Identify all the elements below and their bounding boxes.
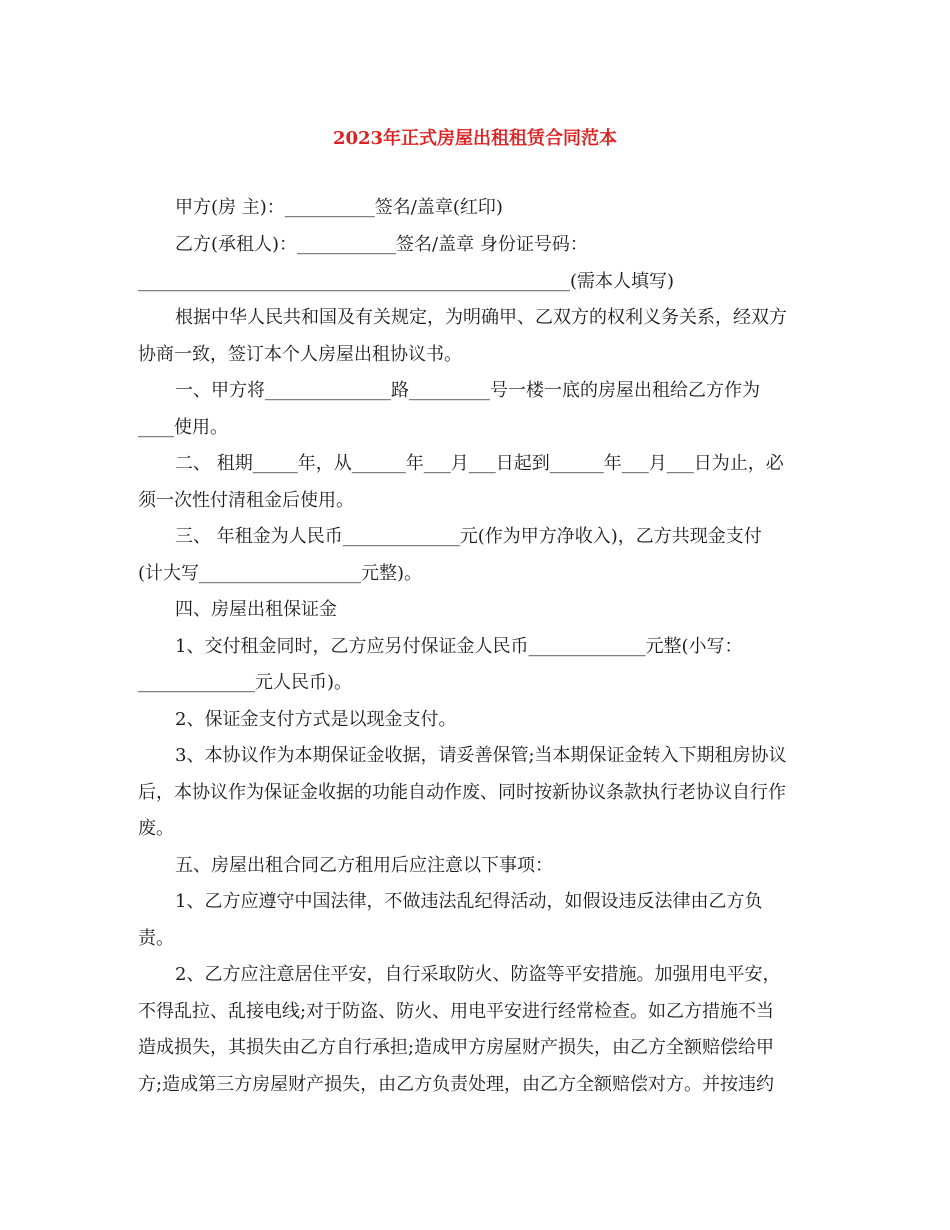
section-4-item-3: 后，本协议作为保证金收据的功能自动作废、同时按新协议条款执行老协议自行作 (138, 782, 786, 803)
clause-1-line: ____使用。 (138, 417, 228, 438)
section-5-item-2: 造成损失，其损失由乙方自行承担;造成甲方房屋财产损失，由乙方全额赔偿给甲 (138, 1037, 775, 1058)
section-4-item-1: 1、交付租金同时，乙方应另付保证金人民币_____________元整(小写： (175, 636, 743, 657)
clause-3-line: (计大写__________________元整)。 (138, 563, 423, 584)
section-4-heading: 四、房屋出租保证金 (175, 599, 337, 620)
party-a-line: 甲方(房 主)：__________签名/盖章(红印) (175, 197, 503, 218)
id-number-line: ________________________________________________(需本人填写) (138, 271, 675, 292)
section-4-item-3: 3、本协议作为本期保证金收据，请妥善保管;当本期保证金转入下期租房协议 (175, 745, 787, 766)
section-4-item-3: 废。 (138, 818, 174, 839)
paragraph-line: 根据中华人民共和国及有关规定，为明确甲、乙双方的权利义务关系，经双方 (175, 307, 787, 328)
section-5-item-2: 方;造成第三方房屋财产损失，由乙方负责处理，由乙方全额赔偿对方。并按违约 (138, 1074, 775, 1095)
section-5-item-1: 1、乙方应遵守中国法律，不做违法乱纪得活动，如假设违反法律由乙方负 (175, 891, 763, 912)
section-5-item-1: 责。 (138, 928, 174, 949)
section-4-item-2: 2、保证金支付方式是以现金支付。 (175, 709, 457, 730)
clause-1-line: 一、甲方将______________路_________号一楼一底的房屋出租给乙方作为 (175, 380, 760, 401)
party-b-line: 乙方(承租人)：___________签名/盖章 身份证号码： (175, 234, 588, 255)
section-4-item-1: _____________元人民币)。 (138, 672, 353, 693)
clause-2-line: 二、 租期_____年，从______年___月___日起到______年___月___日为止，必 (175, 453, 784, 474)
clause-3-line: 三、 年租金为人民币_____________元(作为甲方净收入)，乙方共现金支付 (175, 526, 762, 547)
clause-2-line: 须一次性付清租金后使用。 (138, 490, 354, 511)
paragraph-line: 协商一致，签订本个人房屋出租协议书。 (138, 344, 462, 365)
section-5-item-2: 不得乱拉、乱接电线;对于防盗、防火、用电平安进行经常检查。如乙方措施不当 (138, 1001, 775, 1022)
section-5-heading: 五、房屋出租合同乙方租用后应注意以下事项： (175, 855, 553, 876)
document-title: 2023年正式房屋出租租赁合同范本 (332, 128, 618, 149)
section-5-item-2: 2、乙方应注意居住平安，自行采取防火、防盗等平安措施。加强用电平安， (175, 964, 781, 985)
